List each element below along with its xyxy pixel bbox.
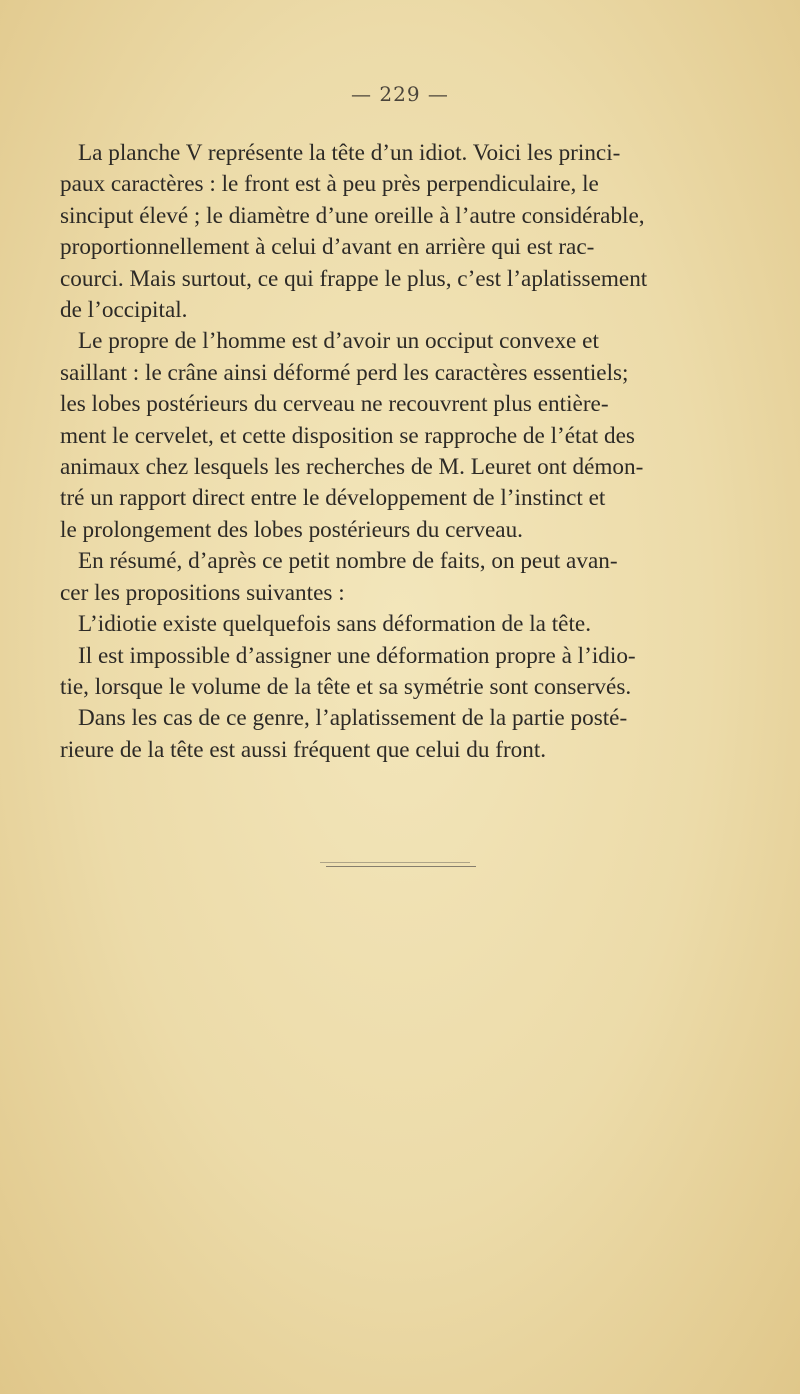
text-line: tré un rapport direct entre le développement de l’instinct et <box>60 485 606 512</box>
text-line: rieure de la tête est aussi fréquent que celui du front. <box>60 736 547 763</box>
text-line: saillant : le crâne ainsi déformé perd les caractères essentiels; <box>60 359 629 386</box>
text-line: La planche V représente la tête d’un idiot. Voici les princi- <box>78 140 621 166</box>
paragraph-5 <box>60 641 740 704</box>
text-line: paux caractères : le front est à peu près perpendiculaire, le <box>60 171 599 198</box>
paragraph-2 <box>60 326 740 546</box>
paragraph-4 <box>60 609 740 640</box>
text-line: courci. Mais surtout, ce qui frappe le plus, c’est l’aplatissement <box>60 265 648 292</box>
text-line: proportionnellement à celui d’avant en arrière qui est rac- <box>60 234 595 261</box>
page-number: — 229 — <box>351 82 449 106</box>
text-line: de l’occipital. <box>60 297 188 324</box>
text-line: cer les propositions suivantes : <box>60 579 345 606</box>
text-line: L’idiotie existe quelquefois sans déformation de la tête. <box>78 611 591 638</box>
text-line: Il est impossible d’assigner une déformation propre à l’idio- <box>78 642 636 669</box>
text-line: ment le cervelet, et cette disposition se rapproche de l’état des <box>60 422 635 449</box>
text-line: En résumé, d’après ce petit nombre de faits, on peut avan- <box>78 548 618 575</box>
text-line: Dans les cas de ce genre, l’aplatissement de la partie posté- <box>78 705 628 732</box>
paragraph-1 <box>60 138 740 326</box>
section-divider <box>326 866 476 867</box>
text-line: sinciput élevé ; le diamètre d’une oreille à l’autre considérable, <box>60 202 645 229</box>
text-line: le prolongement des lobes postérieurs du cerveau. <box>60 516 523 543</box>
text-line: tie, lorsque le volume de la tête et sa symétrie sont conservés. <box>60 673 632 700</box>
paragraph-6 <box>60 703 740 766</box>
section-divider <box>320 862 470 863</box>
text-line: les lobes postérieurs du cerveau ne recouvrent plus entière- <box>60 391 609 418</box>
paragraph-3 <box>60 546 740 609</box>
text-line: animaux chez lesquels les recherches de M. Leuret ont démon- <box>60 454 644 481</box>
body-text <box>60 138 740 766</box>
text-line: Le propre de l’homme est d’avoir un occiput convexe et <box>78 328 599 355</box>
